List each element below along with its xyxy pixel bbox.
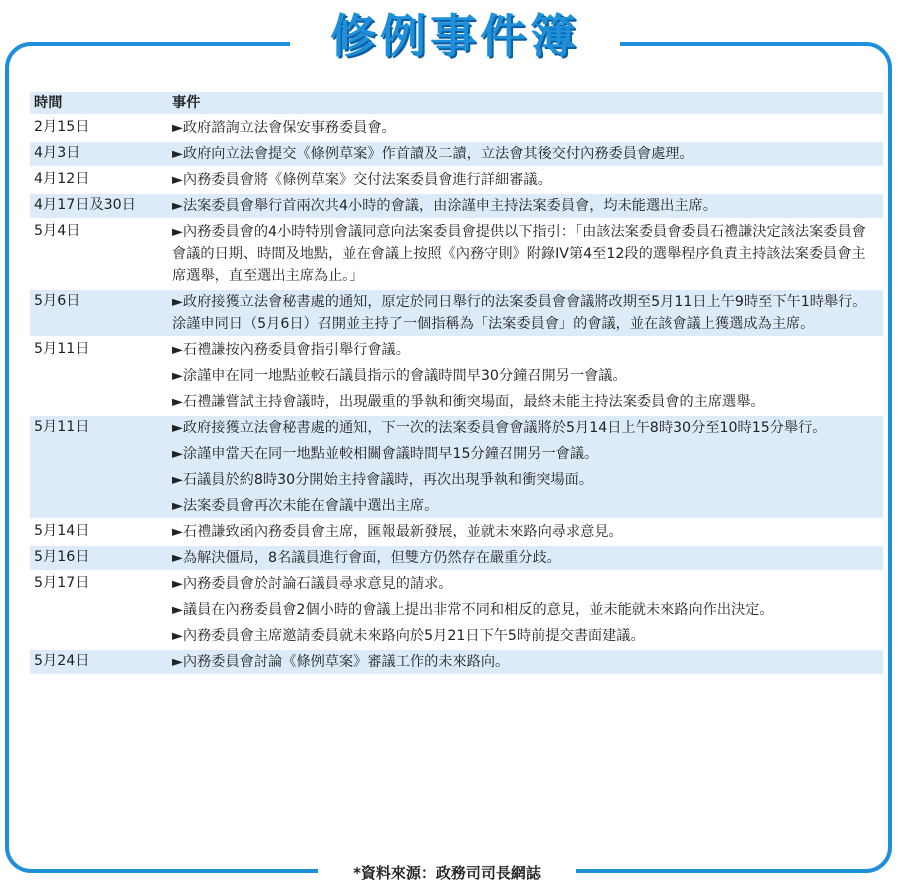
row-date: 4月12日 (34, 171, 90, 187)
timeline-table (30, 92, 883, 676)
header-date: 時間 (34, 95, 63, 111)
row-date: 5月11日 (34, 341, 90, 357)
row-date: 5月4日 (34, 223, 81, 239)
table-header (30, 92, 883, 116)
table-row (30, 546, 883, 572)
row-events (172, 338, 883, 414)
row-events (172, 116, 883, 140)
event-item: ►涂謹申當天在同一地點並較相關會議時間早15分鐘召開另一會議。 (172, 446, 599, 462)
table-row (30, 194, 883, 220)
row-date: 2月15日 (34, 119, 90, 135)
event-item: ►石禮謙按內務委員會指引舉行會議。 (172, 342, 410, 358)
event-item: ►內務委員會的4小時特別會議同意向法案委員會提供以下指引：「由該法案委員會委員石禮謙決定該法案委員會會議的日期、時間及地點，並在會議上按照《內務守則》附錄IV第4至12段的選舉程序負責主持該法案委員會主席選舉，直至選出主席為止。」 (172, 224, 866, 284)
event-item: ►石禮謙致函內務委員會主席，匯報最新發展，並就未來路向尋求意見。 (172, 524, 623, 540)
row-date: 5月24日 (34, 653, 90, 669)
event-item: ►內務委員會討論《條例草案》審議工作的未來路向。 (172, 654, 510, 670)
event-item: ►政府接獲立法會秘書處的通知，原定於同日舉行的法案委員會會議將改期至5月11日上午9時至下午1時舉行。涂謹申同日（5月6日）召開並主持了一個指稱為「法案委員會」的會議，並在該會議上獲選成為主席。 (172, 294, 867, 332)
row-date: 5月11日 (34, 419, 90, 435)
event-item: ►法案委員會再次未能在會議中選出主席。 (172, 498, 439, 514)
event-item: ►內務委員會將《條例草案》交付法案委員會進行詳細審議。 (172, 172, 552, 188)
row-date: 5月14日 (34, 523, 90, 539)
event-item: ►政府諮詢立法會保安事務委員會。 (172, 120, 396, 136)
table-row (30, 416, 883, 520)
source-note: *資料來源：政務司司長網誌 (353, 864, 541, 882)
table-row (30, 572, 883, 650)
row-date: 5月6日 (34, 293, 81, 309)
row-events (172, 220, 883, 288)
table-row (30, 220, 883, 290)
row-events (172, 572, 883, 648)
table-body (30, 116, 883, 676)
page-title: 修例事件簿 (330, 9, 580, 63)
event-item: ►政府向立法會提交《條例草案》作首讀及二讀，立法會其後交付內務委員會處理。 (172, 146, 694, 162)
row-date: 4月3日 (34, 145, 81, 161)
row-events (172, 650, 883, 674)
row-date: 5月17日 (34, 575, 90, 591)
table-row (30, 142, 883, 168)
event-item: ►議員在內務委員會2個小時的會議上提出非常不同和相反的意見，並未能就未來路向作出決定。 (172, 602, 774, 618)
row-date: 5月16日 (34, 549, 90, 565)
title-banner (290, 4, 620, 74)
event-item: ►政府接獲立法會秘書處的通知，下一次的法案委員會會議將於5月14日上午8時30分至10時15分舉行。 (172, 420, 827, 436)
row-events (172, 546, 883, 570)
source-note-wrap (318, 860, 576, 886)
event-item: ►涂謹申在同一地點並較石議員指示的會議時間早30分鐘召開另一會議。 (172, 368, 627, 384)
event-item: ►內務委員會主席邀請委員就未來路向於5月21日下午5時前提交書面建議。 (172, 628, 645, 644)
table-row (30, 520, 883, 546)
table-row (30, 290, 883, 338)
row-date: 4月17日及30日 (34, 197, 136, 213)
header-event: 事件 (172, 95, 201, 111)
event-item: ►法案委員會舉行首兩次共4小時的會議，由涂謹申主持法案委員會，均未能選出主席。 (172, 198, 717, 214)
table-row (30, 650, 883, 676)
table-row (30, 168, 883, 194)
row-events (172, 194, 883, 218)
table-row (30, 338, 883, 416)
event-item: ►為解決僵局，8名議員進行會面，但雙方仍然存在嚴重分歧。 (172, 550, 561, 566)
table-row (30, 116, 883, 142)
event-item: ►石議員於約8時30分開始主持會議時，再次出現爭執和衝突場面。 (172, 472, 594, 488)
row-events (172, 290, 883, 336)
row-events (172, 168, 883, 192)
row-events (172, 142, 883, 166)
row-events (172, 416, 883, 518)
row-events (172, 520, 883, 544)
event-item: ►石禮謙嘗試主持會議時，出現嚴重的爭執和衝突場面，最終未能主持法案委員會的主席選舉。 (172, 394, 765, 410)
event-item: ►內務委員會於討論石議員尋求意見的請求。 (172, 576, 453, 592)
